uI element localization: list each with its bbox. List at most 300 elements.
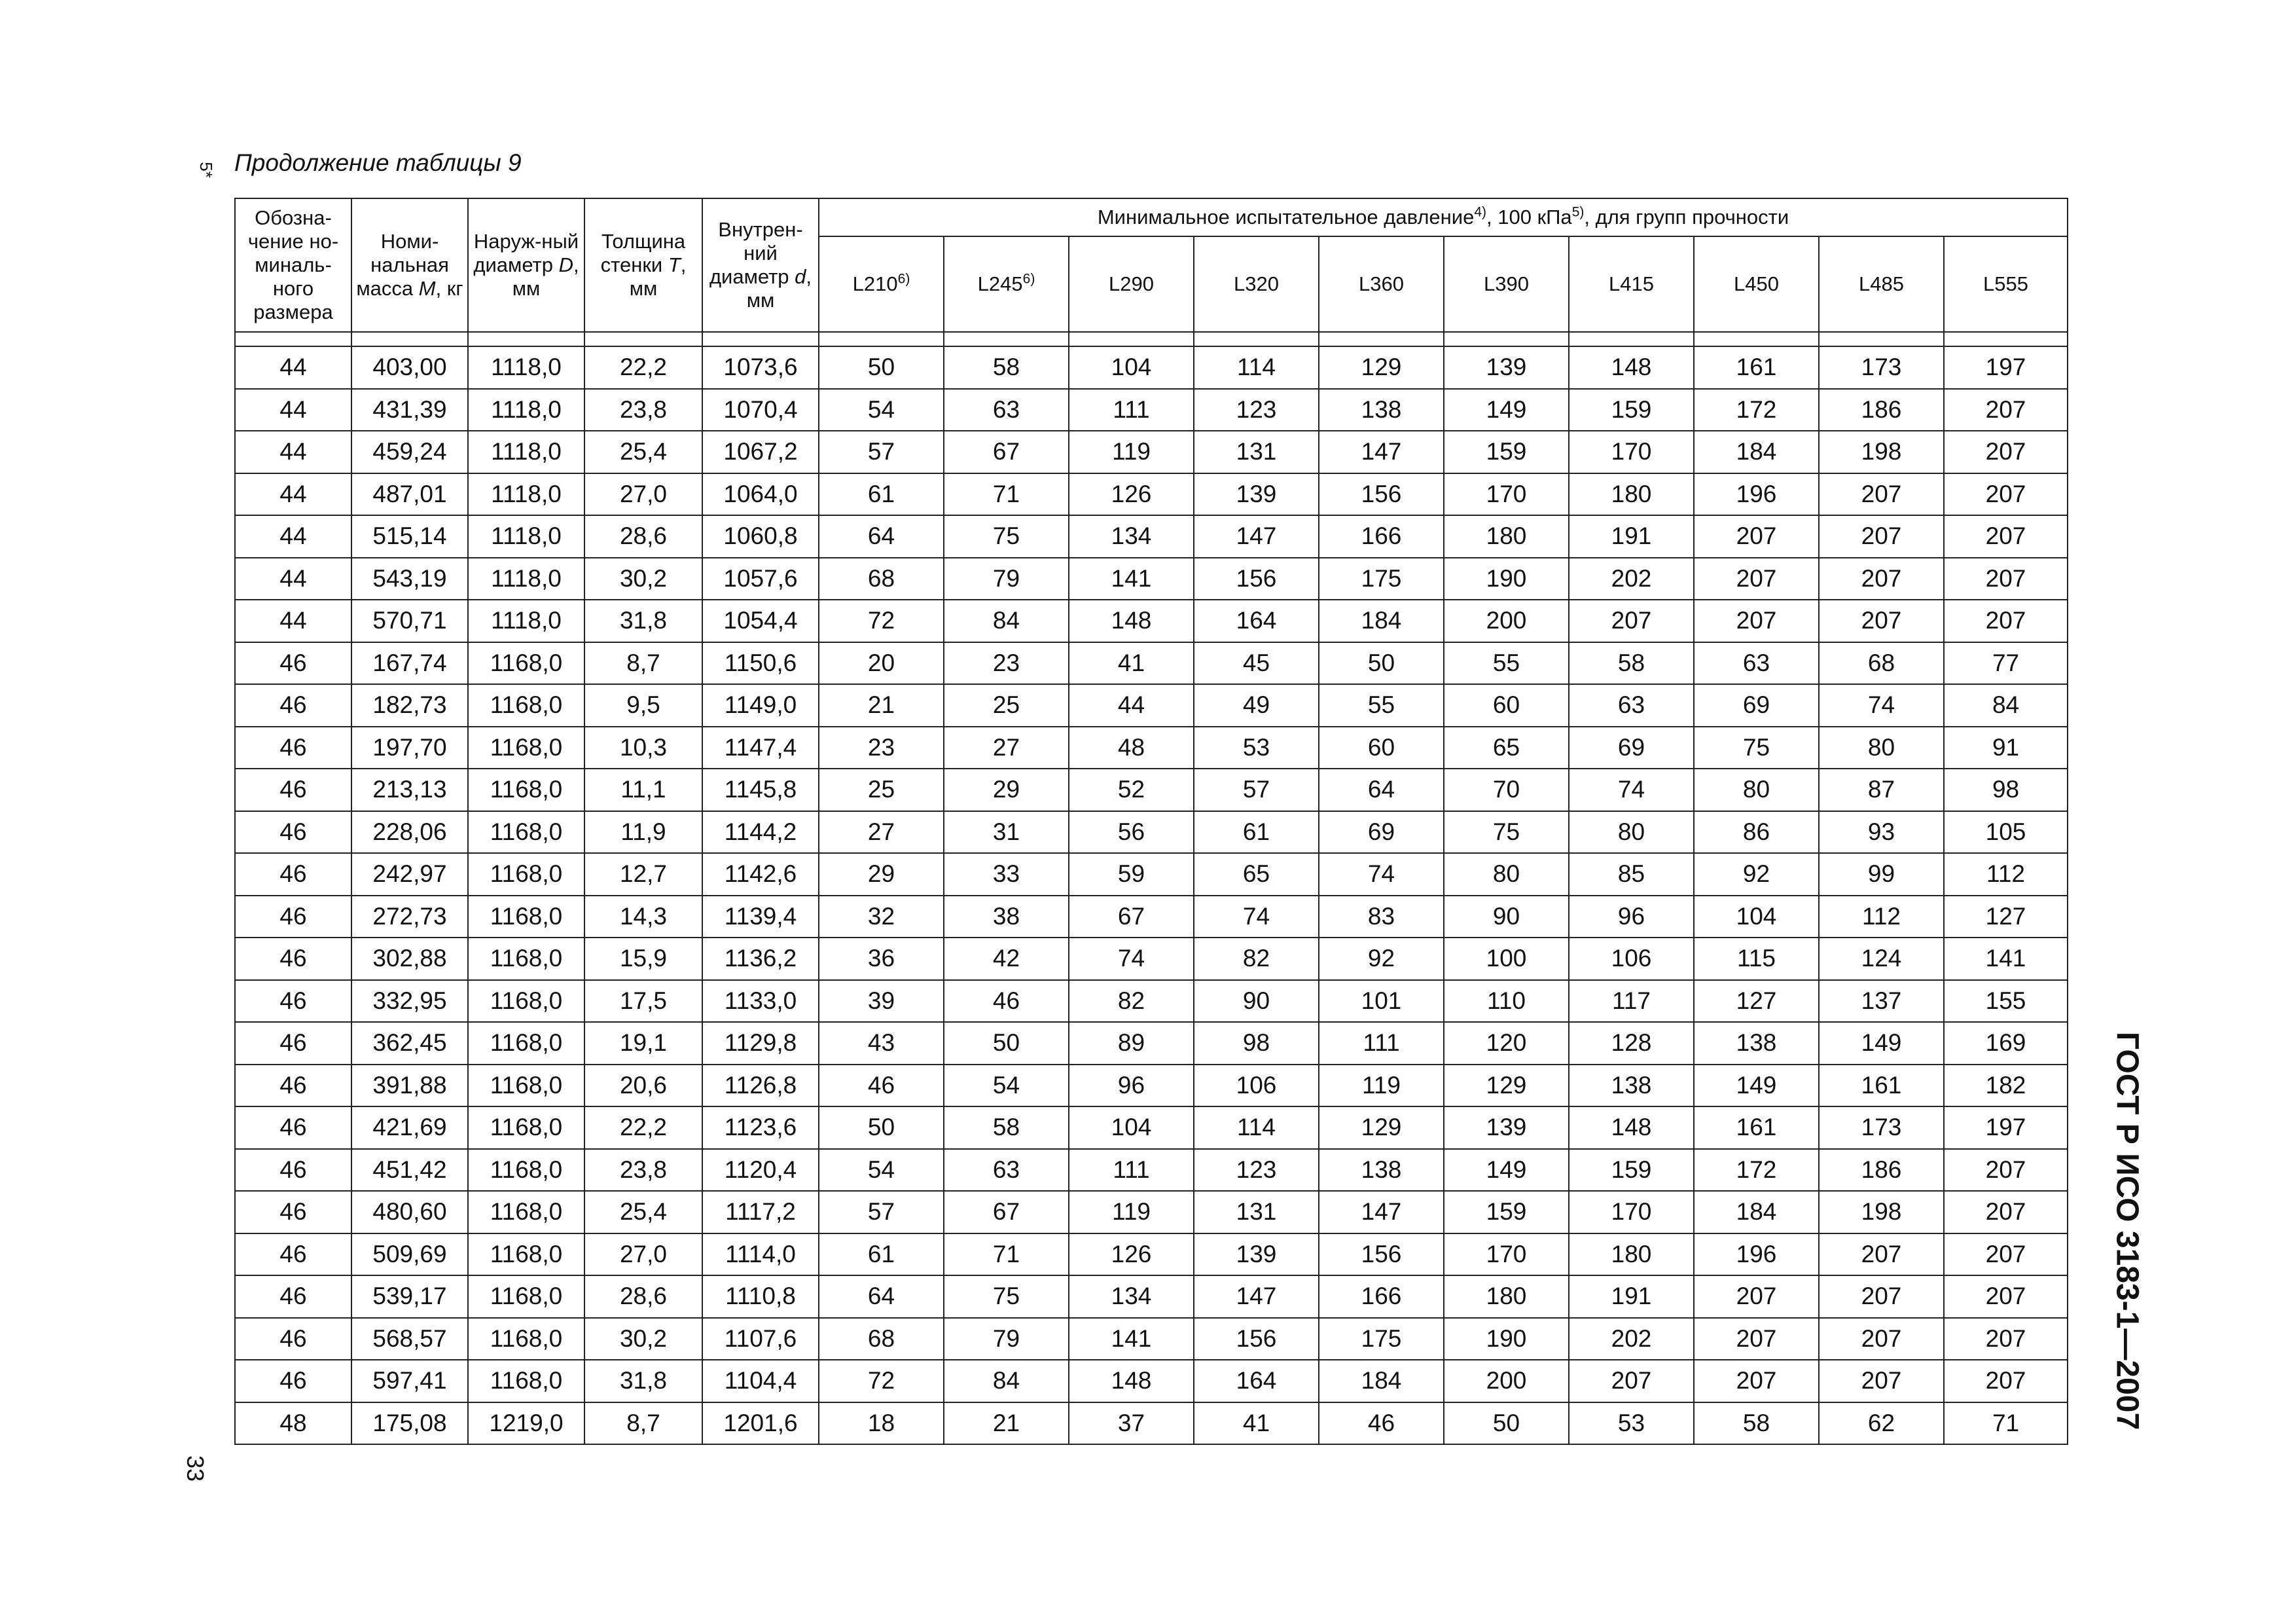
table-cell: 46	[235, 1233, 351, 1276]
table-cell: 138	[1569, 1065, 1694, 1107]
table-caption: Продолжение таблицы 9	[234, 149, 522, 176]
table-cell: 126	[1069, 1233, 1194, 1276]
table-cell: 80	[1569, 811, 1694, 854]
table-cell: 46	[235, 642, 351, 685]
table-cell: 46	[235, 1191, 351, 1233]
table-cell: 106	[1194, 1065, 1319, 1107]
table-cell: 1118,0	[468, 346, 584, 389]
table-cell: 1145,8	[702, 769, 819, 811]
table-cell: 42	[944, 938, 1069, 980]
table-cell: 17,5	[584, 980, 702, 1023]
table-cell: 207	[1694, 1318, 1819, 1360]
table-cell: 1070,4	[702, 389, 819, 431]
table-cell: 197	[1944, 1106, 2068, 1149]
table-cell: 20,6	[584, 1065, 702, 1107]
table-cell: 28,6	[584, 1275, 702, 1318]
table-cell: 207	[1819, 1318, 1944, 1360]
table-cell: 198	[1819, 1191, 1944, 1233]
table-cell: 147	[1319, 1191, 1444, 1233]
table-cell: 487,01	[351, 473, 468, 516]
table-cell: 207	[1819, 1233, 1944, 1276]
table-cell: 92	[1319, 938, 1444, 980]
table-cell: 1168,0	[468, 642, 584, 685]
table-cell: 54	[944, 1065, 1069, 1107]
table-cell: 80	[1694, 769, 1819, 811]
table-cell: 155	[1944, 980, 2068, 1023]
table-cell: 1168,0	[468, 938, 584, 980]
table-cell: 31	[944, 811, 1069, 854]
header-grade: L390	[1444, 236, 1569, 332]
table-cell: 44	[235, 473, 351, 516]
table-cell: 96	[1069, 1065, 1194, 1107]
table-row	[235, 811, 2068, 854]
table-body	[235, 346, 2068, 1444]
table-cell: 207	[1694, 558, 1819, 600]
table-cell: 159	[1444, 1191, 1569, 1233]
table-cell: 64	[819, 515, 944, 558]
table-cell: 543,19	[351, 558, 468, 600]
table-cell: 61	[819, 473, 944, 516]
table-cell: 1168,0	[468, 853, 584, 896]
table-cell: 159	[1569, 1149, 1694, 1192]
table-cell: 11,9	[584, 811, 702, 854]
table-cell: 164	[1194, 600, 1319, 642]
table-cell: 14,3	[584, 896, 702, 938]
table-cell: 119	[1319, 1065, 1444, 1107]
table-cell: 111	[1319, 1022, 1444, 1065]
table-cell: 170	[1569, 1191, 1694, 1233]
table-cell: 8,7	[584, 642, 702, 685]
table-cell: 62	[1819, 1402, 1944, 1445]
table-row	[235, 346, 2068, 389]
table-cell: 44	[235, 515, 351, 558]
table-cell: 148	[1569, 346, 1694, 389]
table-cell: 1067,2	[702, 431, 819, 473]
table-cell: 197	[1944, 346, 2068, 389]
table-cell: 67	[944, 1191, 1069, 1233]
table-cell: 44	[1069, 684, 1194, 727]
table-cell: 46	[235, 811, 351, 854]
table-cell: 104	[1069, 346, 1194, 389]
table-cell: 112	[1819, 896, 1944, 938]
table-cell: 539,17	[351, 1275, 468, 1318]
table-cell: 242,97	[351, 853, 468, 896]
table-row	[235, 515, 2068, 558]
table-cell: 114	[1194, 346, 1319, 389]
table-cell: 139	[1444, 346, 1569, 389]
table-cell: 480,60	[351, 1191, 468, 1233]
table-cell: 58	[944, 1106, 1069, 1149]
table-cell: 191	[1569, 1275, 1694, 1318]
table-cell: 25,4	[584, 431, 702, 473]
table-cell: 1120,4	[702, 1149, 819, 1192]
table-cell: 131	[1194, 1191, 1319, 1233]
table-cell: 1126,8	[702, 1065, 819, 1107]
table-cell: 207	[1944, 1191, 2068, 1233]
table-cell: 71	[1944, 1402, 2068, 1445]
table-cell: 166	[1319, 515, 1444, 558]
table-cell: 27	[819, 811, 944, 854]
table-cell: 570,71	[351, 600, 468, 642]
table-cell: 207	[1694, 1275, 1819, 1318]
table-cell: 164	[1194, 1360, 1319, 1402]
table-cell: 161	[1694, 346, 1819, 389]
table-cell: 75	[944, 515, 1069, 558]
table-cell: 68	[819, 1318, 944, 1360]
table-cell: 156	[1319, 1233, 1444, 1276]
table-cell: 63	[1694, 642, 1819, 685]
table-cell: 22,2	[584, 1106, 702, 1149]
table-cell: 1107,6	[702, 1318, 819, 1360]
table-cell: 72	[819, 1360, 944, 1402]
table-cell: 1118,0	[468, 515, 584, 558]
table-cell: 119	[1069, 431, 1194, 473]
table-row	[235, 896, 2068, 938]
table-cell: 1219,0	[468, 1402, 584, 1445]
table-cell: 207	[1944, 515, 2068, 558]
table-cell: 459,24	[351, 431, 468, 473]
header-grade: L290	[1069, 236, 1194, 332]
table-cell: 46	[1319, 1402, 1444, 1445]
table-cell: 57	[1194, 769, 1319, 811]
table-cell: 207	[1944, 600, 2068, 642]
table-cell: 48	[235, 1402, 351, 1445]
table-cell: 80	[1444, 853, 1569, 896]
table-cell: 1168,0	[468, 684, 584, 727]
table-cell: 207	[1944, 1233, 2068, 1276]
table-cell: 91	[1944, 727, 2068, 769]
table-cell: 30,2	[584, 558, 702, 600]
table-cell: 126	[1069, 473, 1194, 516]
table-cell: 54	[819, 1149, 944, 1192]
table-cell: 184	[1694, 1191, 1819, 1233]
table-cell: 21	[819, 684, 944, 727]
table-cell: 11,1	[584, 769, 702, 811]
table-cell: 149	[1444, 389, 1569, 431]
table-cell: 41	[1069, 642, 1194, 685]
table-cell: 63	[944, 1149, 1069, 1192]
table-cell: 129	[1319, 346, 1444, 389]
table-cell: 139	[1194, 1233, 1319, 1276]
table-row	[235, 642, 2068, 685]
table-cell: 15,9	[584, 938, 702, 980]
table-cell: 207	[1819, 473, 1944, 516]
table-cell: 1168,0	[468, 1275, 584, 1318]
table-cell: 1201,6	[702, 1402, 819, 1445]
table-cell: 597,41	[351, 1360, 468, 1402]
table-cell: 1149,0	[702, 684, 819, 727]
table-cell: 123	[1194, 1149, 1319, 1192]
table-cell: 159	[1569, 389, 1694, 431]
table-cell: 106	[1569, 938, 1694, 980]
table-cell: 63	[944, 389, 1069, 431]
table-cell: 129	[1319, 1106, 1444, 1149]
table-cell: 84	[944, 1360, 1069, 1402]
table-cell: 180	[1569, 1233, 1694, 1276]
table-cell: 180	[1444, 515, 1569, 558]
header-grade: L450	[1694, 236, 1819, 332]
table-cell: 55	[1444, 642, 1569, 685]
table-cell: 149	[1444, 1149, 1569, 1192]
table-cell: 128	[1569, 1022, 1694, 1065]
table-cell: 46	[235, 684, 351, 727]
table-cell: 46	[235, 1065, 351, 1107]
table-cell: 43	[819, 1022, 944, 1065]
table-cell: 46	[235, 1360, 351, 1402]
table-cell: 82	[1069, 980, 1194, 1023]
table-cell: 139	[1444, 1106, 1569, 1149]
table-cell: 509,69	[351, 1233, 468, 1276]
table-cell: 55	[1319, 684, 1444, 727]
table-cell: 22,2	[584, 346, 702, 389]
table-cell: 58	[944, 346, 1069, 389]
table-cell: 139	[1194, 473, 1319, 516]
table-cell: 61	[1194, 811, 1319, 854]
table-cell: 175	[1319, 1318, 1444, 1360]
table-cell: 93	[1819, 811, 1944, 854]
table-cell: 99	[1819, 853, 1944, 896]
table-cell: 180	[1569, 473, 1694, 516]
table-cell: 80	[1819, 727, 1944, 769]
table-cell: 39	[819, 980, 944, 1023]
table-row	[235, 1318, 2068, 1360]
table-cell: 156	[1194, 1318, 1319, 1360]
table-cell: 9,5	[584, 684, 702, 727]
table-cell: 46	[235, 853, 351, 896]
table-cell: 29	[944, 769, 1069, 811]
table-cell: 207	[1944, 1275, 2068, 1318]
table-cell: 1168,0	[468, 1149, 584, 1192]
table-cell: 20	[819, 642, 944, 685]
table-cell: 44	[235, 600, 351, 642]
table-cell: 45	[1194, 642, 1319, 685]
table-cell: 173	[1819, 1106, 1944, 1149]
table-cell: 50	[1319, 642, 1444, 685]
table-cell: 1168,0	[468, 1360, 584, 1402]
table-cell: 1142,6	[702, 853, 819, 896]
table-cell: 18	[819, 1402, 944, 1445]
table-row	[235, 473, 2068, 516]
table-cell: 27,0	[584, 473, 702, 516]
table-cell: 100	[1444, 938, 1569, 980]
table-cell: 46	[235, 896, 351, 938]
table-cell: 170	[1569, 431, 1694, 473]
table-row	[235, 389, 2068, 431]
table-cell: 182	[1944, 1065, 2068, 1107]
table-cell: 1168,0	[468, 896, 584, 938]
table-cell: 362,45	[351, 1022, 468, 1065]
table-cell: 180	[1444, 1275, 1569, 1318]
table-cell: 58	[1694, 1402, 1819, 1445]
table-cell: 568,57	[351, 1318, 468, 1360]
page-number: 33	[182, 1455, 209, 1482]
table-cell: 167,74	[351, 642, 468, 685]
header-wall-thickness: Толщина стенки T, мм	[584, 198, 702, 332]
table-cell: 46	[235, 727, 351, 769]
table-cell: 74	[1194, 896, 1319, 938]
table-cell: 33	[944, 853, 1069, 896]
table-cell: 1133,0	[702, 980, 819, 1023]
table-cell: 138	[1319, 1149, 1444, 1192]
table-row	[235, 1065, 2068, 1107]
table-cell: 1168,0	[468, 1233, 584, 1276]
table-cell: 272,73	[351, 896, 468, 938]
table-cell: 141	[1069, 1318, 1194, 1360]
table-cell: 83	[1319, 896, 1444, 938]
table-cell: 23	[944, 642, 1069, 685]
table-cell: 1150,6	[702, 642, 819, 685]
table-cell: 71	[944, 473, 1069, 516]
table-cell: 50	[819, 346, 944, 389]
table-cell: 67	[944, 431, 1069, 473]
table-cell: 131	[1194, 431, 1319, 473]
table-cell: 1110,8	[702, 1275, 819, 1318]
table-cell: 186	[1819, 389, 1944, 431]
table-cell: 1054,4	[702, 600, 819, 642]
table-cell: 156	[1194, 558, 1319, 600]
table-cell: 1168,0	[468, 1191, 584, 1233]
table-cell: 46	[235, 769, 351, 811]
table-cell: 170	[1444, 473, 1569, 516]
table-cell: 207	[1819, 1360, 1944, 1402]
table-cell: 111	[1069, 389, 1194, 431]
table-cell: 159	[1444, 431, 1569, 473]
table-cell: 46	[235, 938, 351, 980]
table-cell: 184	[1319, 600, 1444, 642]
table-cell: 29	[819, 853, 944, 896]
table-cell: 202	[1569, 558, 1694, 600]
table-cell: 104	[1694, 896, 1819, 938]
header-mass: Номи-нальная масса M, кг	[351, 198, 468, 332]
table-row	[235, 1191, 2068, 1233]
table-cell: 1104,4	[702, 1360, 819, 1402]
table-cell: 98	[1944, 769, 2068, 811]
table-cell: 36	[819, 938, 944, 980]
table-cell: 200	[1444, 1360, 1569, 1402]
table-cell: 431,39	[351, 389, 468, 431]
table-cell: 175	[1319, 558, 1444, 600]
table-cell: 23,8	[584, 389, 702, 431]
table-cell: 127	[1694, 980, 1819, 1023]
table-cell: 147	[1194, 1275, 1319, 1318]
table-cell: 186	[1819, 1149, 1944, 1192]
table-cell: 421,69	[351, 1106, 468, 1149]
table-row	[235, 1275, 2068, 1318]
table-cell: 156	[1319, 473, 1444, 516]
table-cell: 74	[1319, 853, 1444, 896]
table-row	[235, 853, 2068, 896]
table-cell: 141	[1944, 938, 2068, 980]
table-row	[235, 1360, 2068, 1402]
header-grade: L245$^{6)}$	[944, 236, 1069, 332]
table-cell: 68	[819, 558, 944, 600]
table-cell: 170	[1444, 1233, 1569, 1276]
table-cell: 147	[1319, 431, 1444, 473]
table-cell: 207	[1944, 1360, 2068, 1402]
table-cell: 129	[1444, 1065, 1569, 1107]
table-cell: 127	[1944, 896, 2068, 938]
table-cell: 148	[1069, 1360, 1194, 1402]
table-cell: 48	[1069, 727, 1194, 769]
table-cell: 115	[1694, 938, 1819, 980]
table-cell: 302,88	[351, 938, 468, 980]
table-cell: 515,14	[351, 515, 468, 558]
table-cell: 74	[1569, 769, 1694, 811]
table-cell: 49	[1194, 684, 1319, 727]
table-cell: 84	[944, 600, 1069, 642]
table-cell: 1123,6	[702, 1106, 819, 1149]
table-cell: 23,8	[584, 1149, 702, 1192]
table-cell: 28,6	[584, 515, 702, 558]
table-cell: 54	[819, 389, 944, 431]
header-outer-diameter: Наруж-ный диаметр D, мм	[468, 198, 584, 332]
table-cell: 92	[1694, 853, 1819, 896]
table-cell: 1168,0	[468, 980, 584, 1023]
table-cell: 75	[1694, 727, 1819, 769]
table-cell: 64	[1319, 769, 1444, 811]
table-cell: 112	[1944, 853, 2068, 896]
table-cell: 119	[1069, 1191, 1194, 1233]
table-cell: 1057,6	[702, 558, 819, 600]
table-cell: 85	[1569, 853, 1694, 896]
table-cell: 74	[1819, 684, 1944, 727]
table-cell: 1168,0	[468, 811, 584, 854]
table-cell: 56	[1069, 811, 1194, 854]
table-cell: 1144,2	[702, 811, 819, 854]
table-cell: 114	[1194, 1106, 1319, 1149]
table-cell: 166	[1319, 1275, 1444, 1318]
table-cell: 123	[1194, 389, 1319, 431]
table-cell: 138	[1694, 1022, 1819, 1065]
table-cell: 82	[1194, 938, 1319, 980]
table-row	[235, 1106, 2068, 1149]
table-cell: 84	[1944, 684, 2068, 727]
table-cell: 60	[1444, 684, 1569, 727]
table-cell: 1139,4	[702, 896, 819, 938]
table-cell: 60	[1319, 727, 1444, 769]
table-cell: 1168,0	[468, 1106, 584, 1149]
table-cell: 228,06	[351, 811, 468, 854]
table-cell: 207	[1694, 515, 1819, 558]
table-cell: 169	[1944, 1022, 2068, 1065]
table-cell: 46	[819, 1065, 944, 1107]
table-cell: 19,1	[584, 1022, 702, 1065]
table-cell: 149	[1819, 1022, 1944, 1065]
table-cell: 72	[819, 600, 944, 642]
table-cell: 98	[1194, 1022, 1319, 1065]
table-row	[235, 727, 2068, 769]
table-cell: 184	[1319, 1360, 1444, 1402]
table-cell: 46	[235, 980, 351, 1023]
table-cell: 89	[1069, 1022, 1194, 1065]
table-cell: 182,73	[351, 684, 468, 727]
table-cell: 207	[1819, 515, 1944, 558]
table-cell: 207	[1694, 1360, 1819, 1402]
table-cell: 197,70	[351, 727, 468, 769]
table-cell: 75	[1444, 811, 1569, 854]
table-cell: 207	[1944, 558, 2068, 600]
table-cell: 71	[944, 1233, 1069, 1276]
table-cell: 37	[1069, 1402, 1194, 1445]
table-cell: 1168,0	[468, 769, 584, 811]
table-cell: 200	[1444, 600, 1569, 642]
table-row	[235, 558, 2068, 600]
table-cell: 12,7	[584, 853, 702, 896]
table-cell: 27	[944, 727, 1069, 769]
table-row	[235, 600, 2068, 642]
table-cell: 68	[1819, 642, 1944, 685]
table-cell: 149	[1694, 1065, 1819, 1107]
